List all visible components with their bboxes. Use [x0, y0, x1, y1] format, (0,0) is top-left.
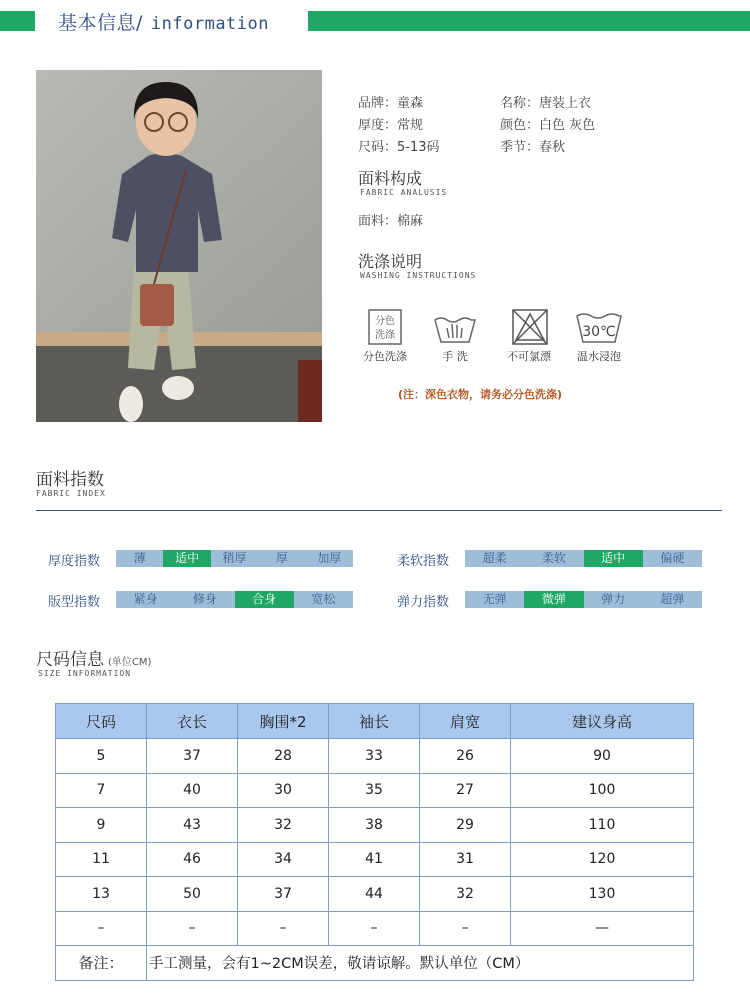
- section-title-basic-info: [58, 8, 269, 35]
- remark-label: 备注：: [56, 946, 147, 981]
- table-cell: 38: [329, 808, 420, 843]
- table-cell: 100: [511, 773, 694, 808]
- table-cell: –: [420, 911, 511, 946]
- header-cell: 肩宽: [420, 704, 511, 739]
- table-row: [56, 842, 694, 877]
- table-cell: 37: [238, 877, 329, 912]
- index-bar-softness: [465, 550, 702, 567]
- index-option: 稍厚: [222, 551, 247, 565]
- table-cell: –: [238, 911, 329, 946]
- size-title-text: 尺码信息: [36, 650, 104, 670]
- size-info-title: [36, 645, 151, 670]
- washing-note: (注：深色衣物，请务必分色洗涤): [398, 388, 563, 401]
- header-cell: 胸围*2: [238, 704, 329, 739]
- index-bar-elasticity: [465, 591, 702, 608]
- table-cell: 9: [56, 808, 147, 843]
- table-cell: 7: [56, 773, 147, 808]
- spec-color: 颜色：白色 灰色: [500, 118, 596, 133]
- table-cell: 13: [56, 877, 147, 912]
- product-photo: [36, 70, 322, 422]
- spec-thickness: 厚度：常规: [358, 118, 424, 133]
- index-bar-fit: [116, 591, 353, 608]
- spec-name: 名称：唐装上衣: [500, 96, 592, 111]
- header-bar-right: [308, 11, 750, 31]
- header-cell: 尺码: [56, 704, 147, 739]
- table-row: [56, 808, 694, 843]
- table-remark-row: [56, 946, 694, 981]
- size-info-subtitle: SIZE INFORMATION: [38, 669, 132, 678]
- table-cell: 30: [238, 773, 329, 808]
- index-option: 加厚: [317, 551, 342, 565]
- index-option-selected: 适中: [584, 550, 643, 567]
- care-label-bleach: 不可氯漂: [507, 350, 551, 363]
- index-label-fit: 版型指数: [48, 595, 101, 610]
- index-option: 偏硬: [660, 551, 685, 565]
- table-cell: 37: [147, 739, 238, 774]
- care-no-bleach: [501, 308, 557, 364]
- table-row: [56, 739, 694, 774]
- table-row: [56, 773, 694, 808]
- index-option: 宽松: [311, 592, 336, 606]
- care-label-separate: 分色洗涤: [363, 350, 407, 363]
- table-cell: 120: [511, 842, 694, 877]
- spec-size: 尺码：5-13码: [358, 140, 440, 155]
- svg-text:洗涤: 洗涤: [375, 330, 395, 341]
- spec-season: 季节：春秋: [500, 140, 566, 155]
- table-cell: 44: [329, 877, 420, 912]
- index-bar-thickness: [116, 550, 353, 567]
- no-bleach-icon: [507, 308, 551, 346]
- table-cell: 32: [420, 877, 511, 912]
- care-label-hand: 手 洗: [442, 350, 468, 363]
- care-separate-wash: [357, 308, 413, 364]
- index-label-elasticity: 弹力指数: [397, 595, 450, 610]
- table-cell: 5: [56, 739, 147, 774]
- size-table-header: [56, 704, 694, 739]
- table-cell: 32: [238, 808, 329, 843]
- table-row: [56, 877, 694, 912]
- svg-text:30℃: 30℃: [582, 324, 616, 340]
- header-bar-left: [0, 11, 35, 31]
- remark-text: 手工测量，会有1~2CM误差，敬请谅解。默认单位（CM）: [147, 946, 694, 981]
- table-cell: –: [329, 911, 420, 946]
- index-option: 修身: [192, 592, 217, 606]
- table-cell: –: [56, 911, 147, 946]
- size-table: [55, 703, 694, 981]
- table-cell: 28: [238, 739, 329, 774]
- fabric-index-divider: [36, 510, 722, 511]
- index-option: 无弹: [482, 592, 507, 606]
- table-cell: 26: [420, 739, 511, 774]
- svg-text:分色: 分色: [375, 316, 395, 327]
- title-en: information: [150, 14, 269, 34]
- table-cell: 34: [238, 842, 329, 877]
- fabric-subtitle: FABRIC ANALUSIS: [360, 188, 448, 197]
- table-row: [56, 911, 694, 946]
- index-option-selected: 适中: [163, 550, 210, 567]
- fabric-index-title: 面料指数: [36, 470, 104, 490]
- table-cell: 33: [329, 739, 420, 774]
- table-cell: 43: [147, 808, 238, 843]
- warm-soak-icon: [573, 308, 625, 346]
- table-cell: 40: [147, 773, 238, 808]
- header-cell: 衣长: [147, 704, 238, 739]
- title-cn: 基本信息/: [58, 12, 143, 34]
- table-cell: 46: [147, 842, 238, 877]
- index-option: 柔软: [541, 551, 566, 565]
- table-cell: 130: [511, 877, 694, 912]
- care-label-soak: 温水浸泡: [577, 350, 621, 363]
- table-cell: —: [511, 911, 694, 946]
- table-cell: 11: [56, 842, 147, 877]
- index-label-thickness: 厚度指数: [48, 554, 101, 569]
- washing-subtitle: WASHING INSTRUCTIONS: [360, 271, 477, 280]
- fabric-title: 面料构成: [358, 169, 423, 188]
- index-option: 薄: [133, 551, 146, 565]
- index-option: 弹力: [601, 592, 626, 606]
- washing-title: 洗涤说明: [358, 252, 423, 271]
- spec-brand: 品牌：童森: [358, 96, 424, 111]
- index-option-selected: 合身: [235, 591, 294, 608]
- index-label-softness: 柔软指数: [397, 554, 450, 569]
- table-cell: 90: [511, 739, 694, 774]
- care-hand-wash: [427, 308, 483, 364]
- separate-wash-icon: [363, 308, 407, 346]
- index-option: 厚: [275, 551, 288, 565]
- table-cell: 41: [329, 842, 420, 877]
- table-cell: 110: [511, 808, 694, 843]
- care-warm-soak: [571, 308, 627, 364]
- table-cell: 35: [329, 773, 420, 808]
- hand-wash-icon: [431, 308, 479, 346]
- table-cell: 29: [420, 808, 511, 843]
- table-cell: 27: [420, 773, 511, 808]
- table-cell: –: [147, 911, 238, 946]
- header-cell: 袖长: [329, 704, 420, 739]
- index-option: 超柔: [482, 551, 507, 565]
- size-unit: (单位CM): [108, 657, 152, 668]
- fabric-index-subtitle: FABRIC INDEX: [36, 489, 106, 498]
- header-cell: 建议身高: [511, 704, 694, 739]
- table-cell: 31: [420, 842, 511, 877]
- index-option: 超弹: [660, 592, 685, 606]
- index-option-selected: 微弹: [524, 591, 583, 608]
- table-cell: 50: [147, 877, 238, 912]
- index-option: 紧身: [133, 592, 158, 606]
- fabric-content: 面料：棉麻: [358, 214, 424, 229]
